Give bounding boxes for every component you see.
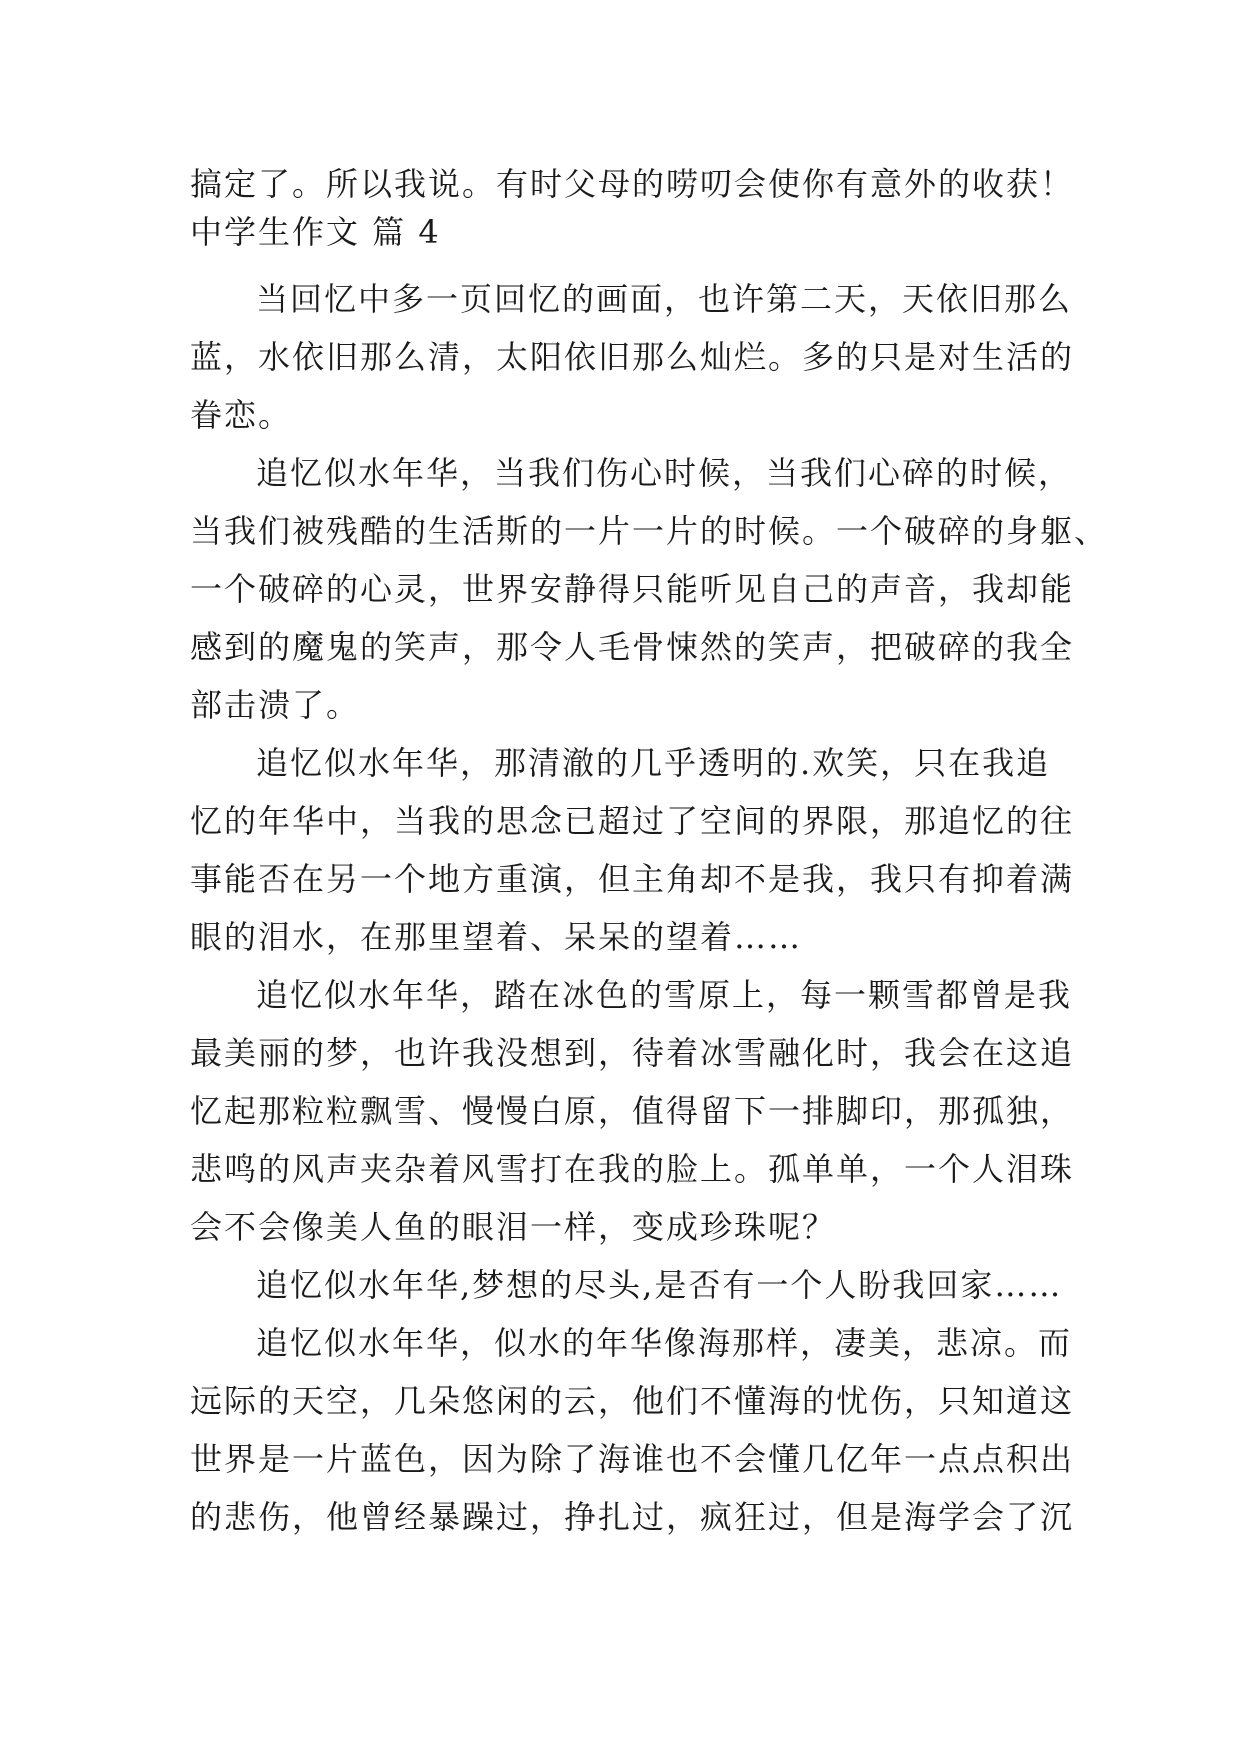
paragraph-line: 最美丽的梦，也许我没想到，待着冰雪融化时，我会在这追: [190, 1034, 1075, 1072]
paragraph: [190, 270, 1075, 444]
paragraph-line: 当我们被残酷的生活斯的一片一片的时候。一个破碎的身躯、: [190, 512, 1109, 550]
section-heading: 中学生作文 篇 4: [190, 213, 441, 251]
paragraph-line: 追忆似水年华，那清澈的几乎透明的.欢笑，只在我追: [256, 744, 1051, 782]
paragraph-line: 远际的天空，几朵悠闲的云，他们不懂海的忧伤，只知道这: [190, 1382, 1075, 1420]
paragraph: [190, 1256, 1063, 1314]
carryover-line: 搞定了。所以我说。有时父母的唠叨会使你有意外的收获！: [190, 165, 1075, 203]
paragraph-line: 忆起那粒粒飘雪、慢慢白原，值得留下一排脚印，那孤独，: [190, 1092, 1075, 1130]
paragraph-line: 忆的年华中，当我的思念已超过了空间的界限，那追忆的往: [190, 802, 1075, 840]
paragraph: [190, 734, 1075, 966]
paragraph-line: 追忆似水年华，似水的年华像海那样，凄美，悲凉。而: [256, 1324, 1073, 1362]
paragraph-line: 蓝，水依旧那么清，太阳依旧那么灿烂。多的只是对生活的: [190, 338, 1075, 376]
paragraph-line: 追忆似水年华，踏在冰色的雪原上，每一颗雪都曾是我: [256, 976, 1073, 1014]
paragraph-line: 会不会像美人鱼的眼泪一样，变成珍珠呢？: [190, 1208, 837, 1246]
paragraph-line: 当回忆中多一页回忆的画面，也许第二天，天依旧那么: [256, 280, 1073, 318]
paragraph-line: 一个破碎的心灵，世界安静得只能听见自己的声音，我却能: [190, 570, 1075, 608]
paragraph-line: 世界是一片蓝色，因为除了海谁也不会懂几亿年一点点积出: [190, 1440, 1075, 1478]
paragraph-line: 眼的泪水，在那里望着、呆呆的望着……: [190, 918, 803, 956]
paragraph-line: 部击溃了。: [190, 686, 361, 724]
essay-text: [190, 160, 1109, 1546]
paragraph-line: 感到的魔鬼的笑声，那令人毛骨悚然的笑声，把破碎的我全: [190, 628, 1075, 666]
paragraph-line: 事能否在另一个地方重演，但主角却不是我，我只有抑着满: [190, 860, 1075, 898]
paragraph-line: 追忆似水年华,梦想的尽头,是否有一个人盼我回家……: [256, 1266, 1063, 1304]
paragraph: [190, 444, 1109, 734]
paragraph: [190, 1314, 1075, 1546]
paragraph-line: 的悲伤，他曾经暴躁过，挣扎过，疯狂过，但是海学会了沉: [190, 1498, 1075, 1536]
paragraph-line: 眷恋。: [190, 396, 293, 434]
paragraph-line: 追忆似水年华，当我们伤心时候，当我们心碎的时候，: [256, 454, 1073, 492]
paragraph: [190, 966, 1075, 1256]
paragraph-line: 悲鸣的风声夹杂着风雪打在我的脸上。孤单单，一个人泪珠: [190, 1150, 1075, 1188]
